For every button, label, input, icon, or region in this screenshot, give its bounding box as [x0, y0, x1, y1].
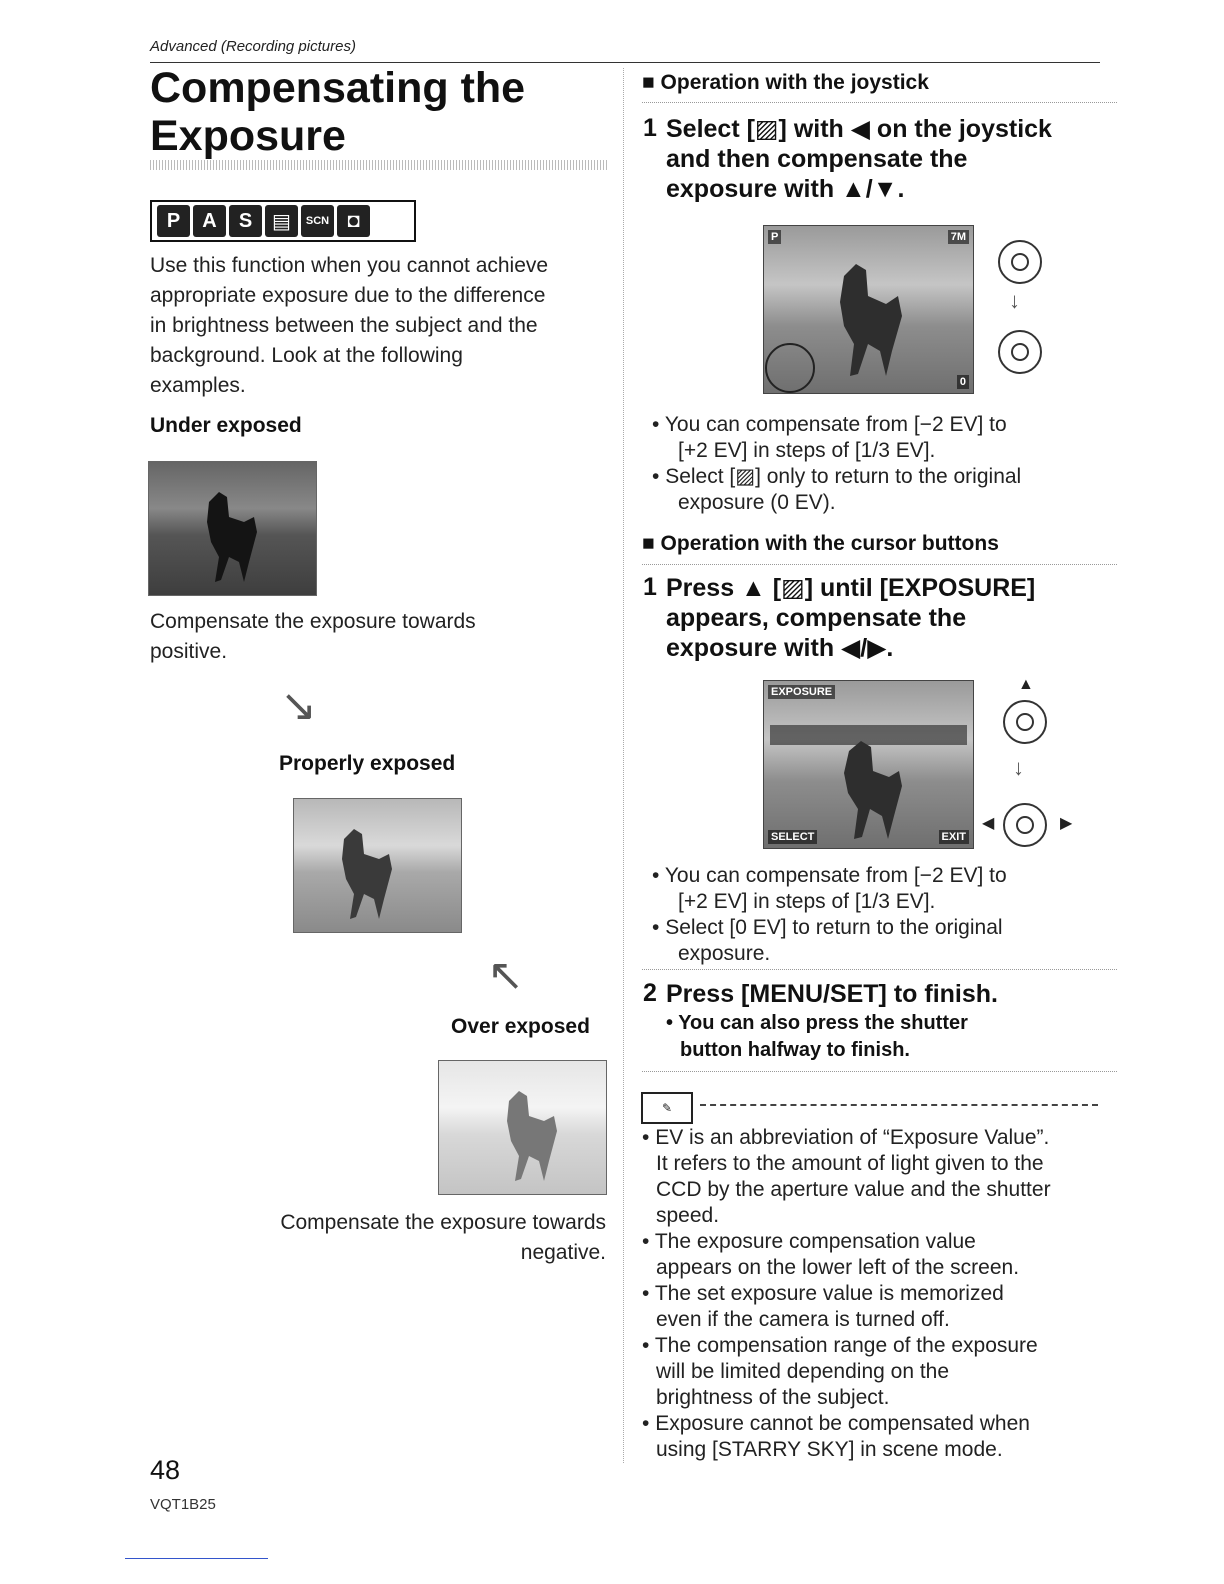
note-cont: CCD by the aperture value and the shutter: [656, 1178, 1051, 1201]
mode-scn-icon: SCN: [301, 205, 334, 237]
mode-auto-icon: ◘: [337, 205, 370, 237]
step-line: exposure with ▲/▼.: [666, 175, 905, 203]
osd-mode: P: [768, 230, 781, 244]
cursor-step-text: [666, 573, 1106, 663]
dog-silhouette: [439, 1061, 606, 1194]
step2-text: Press [MENU/SET] to finish.: [666, 980, 998, 1008]
section-rule: [642, 102, 1117, 103]
bullet-item-cont: [+2 EV] in steps of [1/3 EV].: [678, 439, 936, 462]
joystick-icon: [998, 240, 1042, 284]
under-caption: [150, 607, 476, 667]
title-line-1: Compensating the: [150, 64, 526, 112]
left-triangle-icon: ◀: [982, 815, 995, 832]
note-cont: It refers to the amount of light given to the: [656, 1152, 1044, 1175]
bullet-item: • You can compensate from [−2 EV] to: [652, 864, 1007, 887]
step-line: and then compensate the: [666, 145, 968, 173]
page-number: 48: [150, 1455, 181, 1485]
osd-select: SELECT: [768, 830, 817, 844]
cursor-pad-icon: [1003, 700, 1047, 744]
joystick-step-text: [666, 114, 1106, 204]
step2-bullet: [666, 1010, 968, 1064]
column-divider: [623, 68, 624, 1463]
note-cont: brightness of the subject.: [656, 1386, 890, 1409]
joystick-heading-text: Operation with the joystick: [660, 71, 929, 94]
over-caption: [200, 1208, 606, 1268]
title-rule: [150, 160, 608, 170]
bullet-item-cont: [+2 EV] in steps of [1/3 EV].: [678, 890, 936, 913]
bottom-link-line: [125, 1558, 268, 1559]
bullet-item: • Select [▨] only to return to the original: [652, 465, 1022, 488]
intro-line: examples.: [150, 374, 246, 397]
note-item: • EV is an abbreviation of “Exposure Value”.: [642, 1126, 1050, 1149]
intro-line: Use this function when you cannot achieve: [150, 254, 549, 277]
note-cont: even if the camera is turned off.: [656, 1308, 950, 1331]
under-exposed-photo: [148, 461, 317, 596]
joystick-bullets: [652, 412, 1021, 516]
memo-dash-rule: [700, 1104, 1098, 1106]
cursor-bullets: [652, 863, 1007, 967]
over-exposed-photo: [438, 1060, 607, 1195]
intro-line: in brightness between the subject and the: [150, 314, 538, 337]
caption-line: Compensate the exposure towards: [150, 610, 476, 633]
mode-film-icon: ▤: [265, 205, 298, 237]
step-number: 1: [643, 573, 657, 601]
under-exposed-label: Under exposed: [150, 414, 302, 437]
arrow-up-left-icon: ↖: [487, 951, 524, 1000]
header-rule: [150, 62, 1100, 63]
note-item: • The set exposure value is memorized: [642, 1282, 1004, 1305]
osd-size: 7M: [948, 230, 969, 244]
bullet-item-cont: exposure (0 EV).: [678, 491, 836, 514]
intro-line: appropriate exposure due to the difference: [150, 284, 546, 307]
step-number: 1: [643, 114, 657, 142]
caption-line: positive.: [150, 640, 228, 663]
step-line: Press ▲ [▨] until [EXPOSURE]: [666, 574, 1036, 602]
note-cont: speed.: [656, 1204, 720, 1227]
exposure-scale: [764, 681, 973, 848]
step-line: Select [▨] with ◀ on the joystick: [666, 115, 1052, 143]
cursor-pad-icon: [1003, 803, 1047, 847]
document-code: VQT1B25: [150, 1496, 216, 1513]
osd-ev: 0: [957, 375, 969, 389]
cursor-section-heading: ■ Operation with the cursor buttons: [642, 532, 999, 555]
mode-p-icon: P: [157, 205, 190, 237]
bullet-item: • You can also press the shutter: [666, 1012, 968, 1034]
osd-exit: EXIT: [939, 830, 969, 844]
memo-icon: ✎: [641, 1092, 693, 1124]
over-exposed-label: Over exposed: [451, 1015, 590, 1038]
up-triangle-icon: ▲: [1018, 676, 1034, 693]
page-title: [150, 64, 525, 160]
cursor-heading-text: Operation with the cursor buttons: [660, 532, 999, 555]
step-line: exposure with ◀/▶.: [666, 634, 894, 662]
osd-exposure-title: EXPOSURE: [768, 685, 835, 699]
section-label: Advanced (Recording pictures): [150, 38, 356, 55]
caption-line: Compensate the exposure towards: [280, 1211, 606, 1234]
title-line-2: Exposure: [150, 112, 346, 160]
section-rule: [642, 969, 1117, 970]
joystick-section-heading: ■ Operation with the joystick: [642, 71, 929, 94]
arrow-down-right-icon: ↘: [280, 681, 317, 730]
arrow-down-icon: ↓: [1013, 755, 1024, 780]
step-line: appears, compensate the: [666, 604, 967, 632]
section-rule: [642, 1071, 1117, 1072]
note-item: • Exposure cannot be compensated when: [642, 1412, 1030, 1435]
bullet-item: • Select [0 EV] to return to the original: [652, 916, 1003, 939]
camera-screen-cursor: [763, 680, 974, 849]
dog-silhouette: [294, 799, 461, 932]
mode-s-icon: S: [229, 205, 262, 237]
properly-exposed-label: Properly exposed: [279, 752, 456, 775]
step-number: 2: [643, 979, 657, 1007]
dog-silhouette: [764, 226, 973, 393]
section-rule: [642, 564, 1117, 565]
note-item: • The compensation range of the exposure: [642, 1334, 1038, 1357]
note-cont: appears on the lower left of the screen.: [656, 1256, 1020, 1279]
note-cont: using [STARRY SKY] in scene mode.: [656, 1438, 1003, 1461]
camera-screen-joystick: [763, 225, 974, 394]
note-cont: will be limited depending on the: [656, 1360, 950, 1383]
intro-text: [150, 251, 610, 401]
right-triangle-icon: ▶: [1060, 815, 1073, 832]
arrow-down-icon: ↓: [1009, 288, 1020, 313]
dog-silhouette: [149, 462, 316, 595]
caption-line: negative.: [520, 1241, 606, 1264]
joystick-icon: [998, 330, 1042, 374]
notes-list: [642, 1125, 1107, 1463]
properly-exposed-photo: [293, 798, 462, 933]
intro-line: background. Look at the following: [150, 344, 463, 367]
note-item: • The exposure compensation value: [642, 1230, 976, 1253]
bullet-item: • You can compensate from [−2 EV] to: [652, 413, 1007, 436]
bullet-item-cont: exposure.: [678, 942, 771, 965]
mode-icons: [150, 200, 416, 242]
mode-a-icon: A: [193, 205, 226, 237]
bullet-item-cont: button halfway to finish.: [680, 1039, 910, 1061]
